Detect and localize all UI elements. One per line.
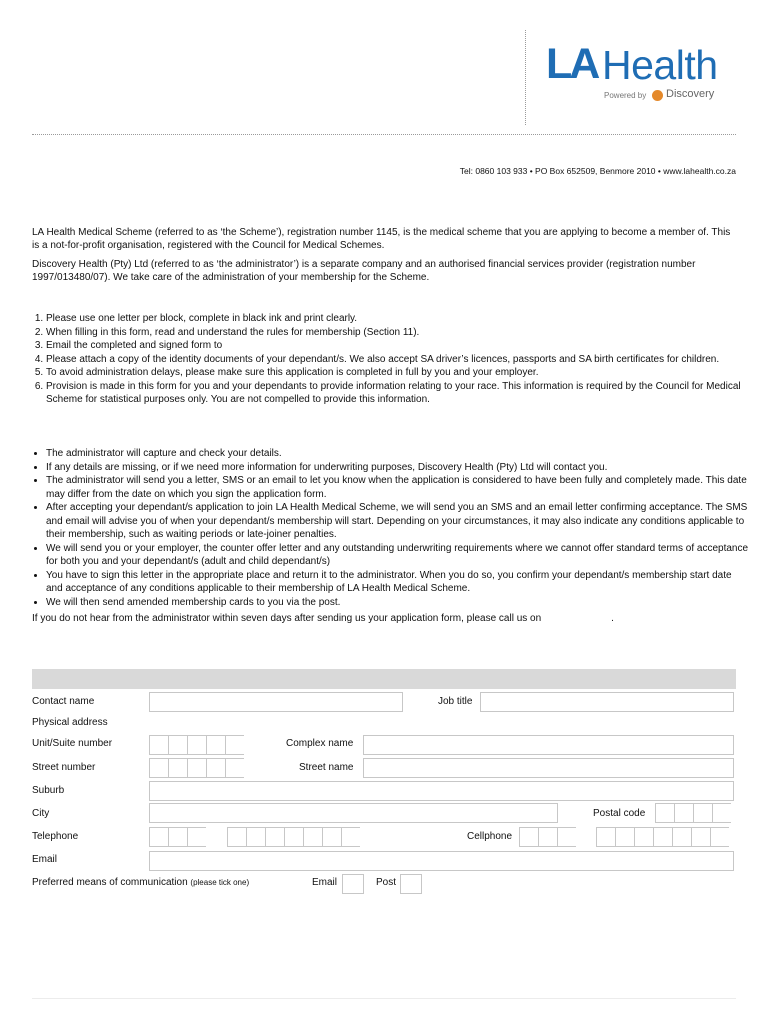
discovery-icon <box>652 90 663 101</box>
cellphone-label: Cellphone <box>467 831 513 842</box>
list-item: 3. Email the completed and signed form to <box>46 339 750 353</box>
powered-by-discovery <box>600 88 730 104</box>
preferred-means-label <box>32 877 249 889</box>
cellphone-prefix-input[interactable] <box>519 827 576 847</box>
job-title-input[interactable] <box>480 692 734 712</box>
complex-name-input[interactable] <box>363 735 734 755</box>
footnote-text: If you do not hear from the administrator within seven days after sending us your application form, please call us on <box>32 613 542 624</box>
discovery-label: Discovery <box>666 88 715 100</box>
postal-code-label: Postal code <box>593 808 646 819</box>
list-item: • The administrator will capture and check your details. <box>46 447 750 461</box>
telephone-area-code-input[interactable] <box>149 827 206 847</box>
process-notes-list <box>32 447 750 609</box>
list-item: 5. To avoid administration delays, please make sure this application is completed in full by you and your employer. <box>46 366 750 380</box>
header-divider-horizontal <box>32 134 736 135</box>
tick-one-hint: (please tick one) <box>190 878 250 887</box>
intro-administrator-paragraph: Discovery Health (Pty) Ltd (referred to as ‘the administrator’) is a separate company and an authorised financial services provider (registration number 1997/013480/07). We take care of the administration of your membership for the Scheme. <box>32 259 696 283</box>
section-header-band <box>32 669 736 689</box>
telephone-number-input[interactable] <box>227 827 360 847</box>
intro-scheme-paragraph: LA Health Medical Scheme (referred to as ‘the Scheme’), registration number 1145, is the medical scheme that you are applying to become a member of. This is a not-for-profit organisation, registered with the Council for Medical Schemes. <box>32 227 731 251</box>
city-input[interactable] <box>149 803 558 823</box>
unit-suite-number-label: Unit/Suite number <box>32 738 113 749</box>
street-name-label: Street name <box>299 762 354 773</box>
physical-address-label: Physical address <box>32 717 108 728</box>
list-item: • We will then send amended membership cards to you via the post. <box>46 596 750 610</box>
footnote-end: . <box>611 613 614 624</box>
suburb-input[interactable] <box>149 781 734 801</box>
option-email-checkbox[interactable] <box>342 874 364 894</box>
powered-by-label: Powered by <box>604 91 647 100</box>
option-post-label: Post <box>376 877 397 888</box>
logo-la-text: LA <box>546 40 598 88</box>
header-divider-vertical <box>525 30 526 125</box>
option-post-checkbox[interactable] <box>400 874 422 894</box>
job-title-label: Job title <box>438 696 473 707</box>
street-name-input[interactable] <box>363 758 734 778</box>
list-item: 1. Please use one letter per block, complete in black ink and print clearly. <box>46 312 750 326</box>
list-item: 2. When filling in this form, read and understand the rules for membership (Section 11). <box>46 326 750 340</box>
telephone-label: Telephone <box>32 831 79 842</box>
street-number-label: Street number <box>32 762 96 773</box>
postal-code-input[interactable] <box>655 803 731 823</box>
list-item: 6. Provision is made in this form for you and your dependants to provide information relating to your race. This information is required by the Council for Medical Scheme for statistical purposes only. You are not compelled to provide this information. <box>46 380 750 407</box>
contact-line: Tel: 0860 103 933 • PO Box 652509, Benmore 2010 • www.lahealth.co.za <box>459 166 736 176</box>
list-item: • The administrator will send you a letter, SMS or an email to let you know when the application is considered to have been fully and completely made. This date may differ from the date on which you sign the application form. <box>46 474 750 501</box>
list-item: • We will send you or your employer, the counter offer letter and any outstanding underwriting requirements where we cannot offer standard terms of acceptance for both you and your dependant/s (adult and child dependant/s) <box>46 542 750 569</box>
street-number-input[interactable] <box>149 758 244 778</box>
la-health-logo <box>546 42 722 86</box>
unit-suite-number-input[interactable] <box>149 735 244 755</box>
list-item: 4. Please attach a copy of the identity documents of your dependant/s. We also accept SA driver’s licences, passports and SA birth certificates for children. <box>46 353 750 367</box>
list-item: • If any details are missing, or if we need more information for underwriting purposes, Discovery Health (Pty) Ltd will contact you. <box>46 461 750 475</box>
contact-name-input[interactable] <box>149 692 403 712</box>
list-item: • You have to sign this letter in the appropriate place and return it to the administrator. When you do so, you confirm your dependant/s membership start date and acceptance of any conditions applicable to their membership of LA Health Medical Scheme. <box>46 569 750 596</box>
cellphone-number-input[interactable] <box>596 827 729 847</box>
complex-name-label: Complex name <box>286 738 354 749</box>
contact-footnote <box>32 613 614 624</box>
preferred-means-text: Preferred means of communication <box>32 877 188 888</box>
option-email-label: Email <box>312 877 338 888</box>
instructions-list <box>32 312 750 407</box>
suburb-label: Suburb <box>32 785 65 796</box>
email-label: Email <box>32 854 58 865</box>
city-label: City <box>32 808 50 819</box>
list-item: • After accepting your dependant/s application to join LA Health Medical Scheme, we will send you an SMS and an email letter confirming acceptance. The SMS and email will advise you of when your dependant/s membership will start. Depending on your circumstances, it may also indicate any conditions applicable to their membership, such as waiting periods or late-joiner penalties. <box>46 501 750 542</box>
email-input[interactable] <box>149 851 734 871</box>
contact-name-label: Contact name <box>32 696 95 707</box>
footer-divider <box>32 998 736 999</box>
logo-health-text: Health <box>602 42 718 88</box>
